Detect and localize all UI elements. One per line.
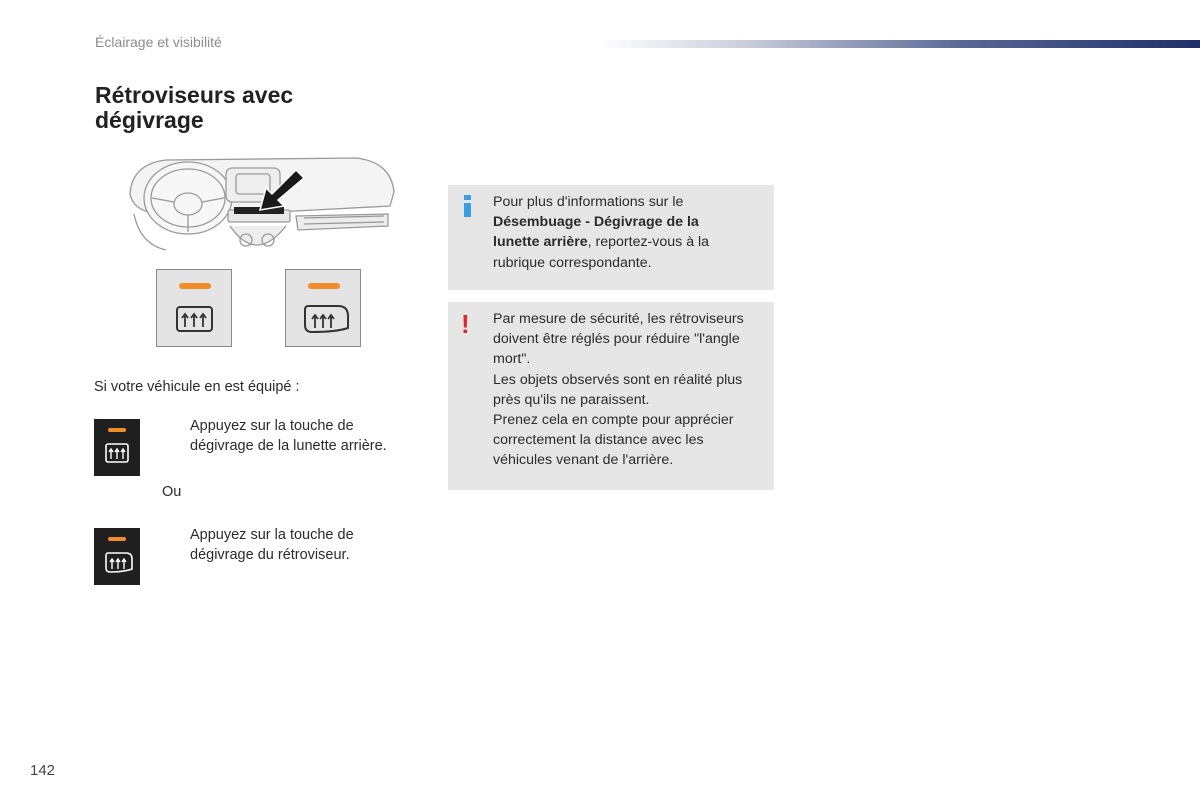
mirror-defrost-button-illustration bbox=[285, 269, 361, 347]
step-1-line-2: dégivrage de la lunette arrière. bbox=[190, 438, 387, 455]
warning-line: correctement la distance avec les bbox=[493, 432, 704, 449]
step-2-text bbox=[190, 525, 420, 566]
or-text: Ou bbox=[162, 484, 182, 500]
exclamation-icon: ! bbox=[461, 309, 470, 339]
warning-line: près qu'ils ne paraissent. bbox=[493, 391, 650, 408]
intro-text: Si votre véhicule en est équipé : bbox=[94, 379, 300, 395]
dashboard-illustration bbox=[126, 154, 396, 262]
info-line-4: rubrique correspondante. bbox=[493, 254, 652, 271]
dashboard-drawing bbox=[126, 154, 396, 262]
info-link-text: Désembuage - Dégivrage de la bbox=[493, 214, 699, 231]
step-2-line-1: Appuyez sur la touche de bbox=[190, 527, 354, 543]
info-icon bbox=[463, 195, 472, 217]
page-title-line-1: Rétroviseurs avec bbox=[95, 82, 294, 108]
info-link-text-2: lunette arrière bbox=[493, 234, 588, 251]
warning-box bbox=[448, 302, 774, 490]
mirror-defrost-icon bbox=[286, 270, 362, 348]
warning-line: Les objets observés sont en réalité plus bbox=[493, 371, 743, 388]
rear-window-defrost-button-illustration bbox=[156, 269, 232, 347]
info-line-1: Pour plus d'informations sur le bbox=[493, 194, 684, 210]
info-line-2 bbox=[493, 212, 769, 232]
info-line-3-rest: , reportez-vous à la bbox=[587, 234, 710, 251]
warning-line: doivent être réglés pour réduire "l'angle bbox=[493, 331, 740, 348]
step-2-line-2: dégivrage du rétroviseur. bbox=[190, 547, 350, 564]
rear-window-defrost-button bbox=[94, 419, 140, 476]
rear-window-defrost-small-icon bbox=[94, 419, 140, 476]
header-gradient-bar bbox=[600, 40, 1200, 48]
warning-text bbox=[493, 309, 769, 471]
mirror-defrost-button bbox=[94, 528, 140, 585]
page-title bbox=[95, 83, 395, 133]
warning-line: mort". bbox=[493, 351, 531, 368]
rear-window-defrost-icon bbox=[157, 270, 233, 348]
page-title-line-2: dégivrage bbox=[95, 107, 204, 133]
info-line-3 bbox=[493, 232, 769, 252]
warning-line: Par mesure de sécurité, les rétroviseurs bbox=[493, 311, 744, 327]
step-1-line-1: Appuyez sur la touche de bbox=[190, 418, 354, 434]
info-text bbox=[493, 192, 769, 273]
info-box bbox=[448, 185, 774, 290]
step-1-text bbox=[190, 416, 420, 457]
page-number: 142 bbox=[30, 762, 56, 779]
section-header: Éclairage et visibilité bbox=[95, 34, 222, 50]
warning-line: Prenez cela en compte pour apprécier bbox=[493, 412, 734, 429]
warning-line: véhicules venant de l'arrière. bbox=[493, 452, 674, 469]
mirror-defrost-small-icon bbox=[94, 528, 140, 585]
